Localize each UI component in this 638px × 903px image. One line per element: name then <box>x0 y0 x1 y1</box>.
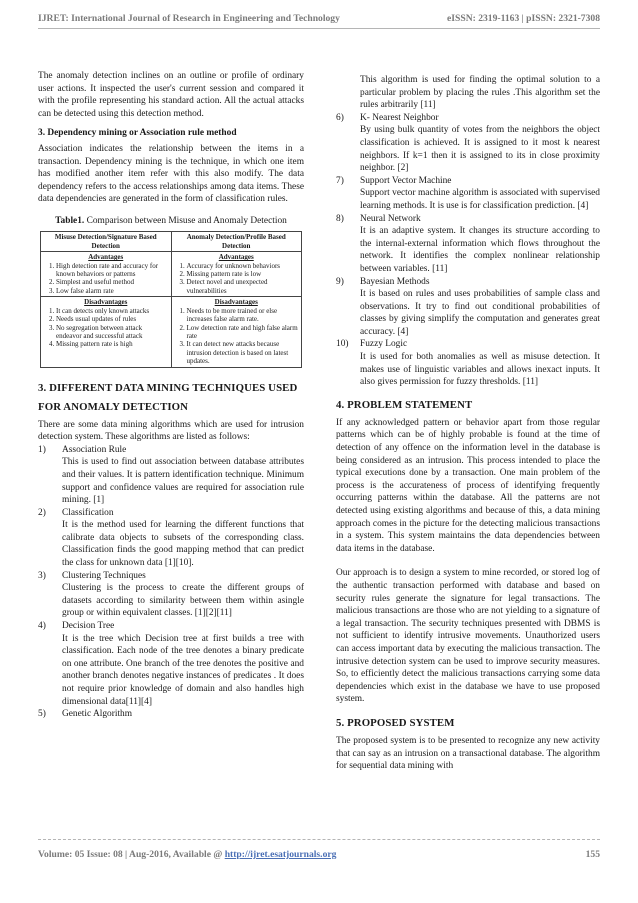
section-4-title: 4. PROBLEM STATEMENT <box>336 398 473 411</box>
method-item <box>336 175 600 213</box>
table-list-item: 1. High detection rate and accuracy for known behaviors or patterns <box>56 262 168 279</box>
table-caption-text: Comparison between Misuse and Anomaly Detection <box>86 215 287 226</box>
method-description: It is the tree which Decision tree at first builds a tree with classification. Each node of the tree denotes a binary predicate on one attribute. One branch of the tree denotes the positive and another branch denotes negative instances of predicates . It does not require prior knowledge of domain and also handles high dimensional data[11][4] <box>62 633 304 707</box>
table-header-misuse: Misuse Detection/Signature Based Detection <box>41 232 172 252</box>
problem-paragraph-1: If any acknowledged pattern or behavior apart from those regular patterns which can be of highly probable is found at the time of detection of any offence on the information level in the database is being considered as an intrusion. This process intended to place the typical executions done by a transaction. One main problem of the process is the accurateness of process of identifying frequently occurring patterns within the database. All the patterns are not detected using existing algorithms and because of this, a data mining approach comes in the picture for the detecting malicious transactions in a system. This system maintains the data dependencies between data items in the database. <box>336 417 600 554</box>
method-number: 1) <box>38 444 46 455</box>
method-title: Bayesian Methods <box>360 276 430 287</box>
header-rule <box>38 28 600 29</box>
method-number: 8) <box>336 213 344 224</box>
method-item <box>336 213 600 276</box>
footer-volume <box>38 849 336 860</box>
method-item <box>38 620 304 708</box>
method-description: Clustering is the process to create the different groups of datasets according to similarity between them within asingle group or within equivalent classes. [1][2][11] <box>62 583 304 619</box>
disadvantages-label: Disadvantages <box>214 298 258 307</box>
methods-list-right <box>336 112 600 389</box>
misuse-advantages-cell <box>41 252 172 297</box>
subheading-dependency-mining: 3. Dependency mining or Association rule method <box>38 128 237 139</box>
journal-title: IJRET: International Journal of Research in Engineering and Technology <box>38 13 340 24</box>
misuse-disadvantages-cell <box>41 297 172 367</box>
method-item <box>336 112 600 175</box>
method-item <box>336 338 600 388</box>
method-title: K- Nearest Neighbor <box>360 112 439 123</box>
misuse-disadvantages-list <box>44 307 168 349</box>
table-header-anomaly: Anomaly Detection/Profile Based Detection <box>171 232 302 252</box>
method-number: 6) <box>336 112 344 123</box>
table-list-item: 3. No segregation between attack endeavor and successful attack <box>56 324 168 341</box>
method-number: 5) <box>38 709 46 720</box>
table-list-item: 4. Missing pattern rate is high <box>56 340 168 348</box>
section-3-title: 3. DIFFERENT DATA MINING TECHNIQUES USED FOR ANOMALY DETECTION <box>38 381 298 413</box>
anomaly-disadvantages-cell <box>171 297 302 367</box>
method-item <box>38 570 304 620</box>
table-list-item: 1. It can detects only known attacks <box>56 307 168 315</box>
method-title: Clustering Techniques <box>62 570 146 581</box>
dependency-paragraph: Association indicates the relationship between the items in a transaction. Dependency mining is the technique, in which one item has modified another item refer with this also modify. The data dependency refers to the access relationships among data items. These data dependencies are generated in the form of classification rules. <box>38 143 304 205</box>
table-caption <box>38 216 304 228</box>
misuse-advantages-list <box>44 262 168 296</box>
anomaly-advantages-cell <box>171 252 302 297</box>
genetic-algorithm-desc: This algorithm is used for finding the optimal solution to a particular problem by placing the rules .This algorithm set the rules arbitrarily [11] <box>360 75 600 111</box>
section-3-intro: There are some data mining algorithms which are used for intrusion detection system. These algorithms are listed as follows: <box>38 419 304 443</box>
table-caption-label: Table1. <box>55 215 85 226</box>
right-column <box>336 74 600 773</box>
page-header <box>38 13 600 27</box>
anomaly-disadvantages-list <box>175 307 299 366</box>
method-number: 2) <box>38 507 46 518</box>
method-description: This is used to find out association between database attributes and their values. It is pattern identification technique. Minimum support and confidence values are required for association rule mining. [1] <box>62 457 304 506</box>
anomaly-advantages-list <box>175 262 299 296</box>
proposed-paragraph: The proposed system is to be presented to recognize any new activity that can say as an intrusion on a transactional database. The algorithm for sequential data mining with <box>336 735 600 772</box>
method-item <box>38 708 304 721</box>
method-number: 3) <box>38 570 46 581</box>
advantages-label: Advantages <box>88 253 124 262</box>
method-description: It is based on rules and uses probabilities of sample class and observations. It try to find out conditional probabilities of classes by giving simplify the computation and generates great accuracy. [4] <box>360 289 600 337</box>
footer-rule <box>38 839 600 840</box>
method-number: 4) <box>38 621 46 632</box>
method-description: By using bulk quantity of votes from the neighbors the object classification is achieved. It is assigned to it most k nearest neighbors. If k=1 then it is assigned to its in close proximity neighbor. [2] <box>360 125 600 174</box>
footer-volume-text: Volume: 05 Issue: 08 | Aug-2016, Available @ <box>38 849 223 860</box>
issn: eISSN: 2319-1163 | pISSN: 2321-7308 <box>447 13 600 24</box>
page-footer <box>38 849 600 863</box>
comparison-table <box>40 231 302 367</box>
methods-list-left <box>38 444 304 721</box>
method-item <box>336 276 600 339</box>
journal-link[interactable]: http://ijret.esatjournals.org <box>224 849 337 860</box>
table-list-item: 1. Accuracy for unknown behaviors <box>187 262 299 270</box>
method-description: It is used for both anomalies as well as misuse detection. It makes use of linguistic variables and allows inexact inputs. It also gives permission for fuzzy thresholds. [11] <box>360 352 600 388</box>
page-number: 155 <box>585 849 600 860</box>
method-item <box>38 444 304 507</box>
advantages-label: Advantages <box>218 253 254 262</box>
method-title: Fuzzy Logic <box>360 339 408 350</box>
method-number: 10) <box>336 339 349 350</box>
method-number: 9) <box>336 276 344 287</box>
method-description: Support vector machine algorithm is associated with supervised learning methods. It is use is for classification prediction. [4] <box>360 188 600 211</box>
method-title: Association Rule <box>62 444 127 455</box>
table-list-item: 1. Needs to be more trained or else increases false alarm rate. <box>187 307 299 324</box>
table-list-item: 2. Missing pattern rate is low <box>187 270 299 278</box>
method-title: Genetic Algorithm <box>62 709 133 720</box>
method-title: Support Vector Machine <box>360 175 452 186</box>
method-number: 7) <box>336 175 344 186</box>
method-item <box>38 507 304 570</box>
section-5-title: 5. PROPOSED SYSTEM <box>336 716 455 729</box>
method-description: It is the method used for learning the different functions that calibrate data objects to subsets of the corresponding class. Classification finds the good mapping method that can predict the class for unknown data [1][10]. <box>62 520 304 569</box>
method-description: It is an adaptive system. It changes its structure according to the internal-external information which flows throughout the network. It identifies the complex nonlinear relationship between variables. [11] <box>360 226 600 274</box>
disadvantages-label: Disadvantages <box>84 298 128 307</box>
method-title: Classification <box>62 507 114 518</box>
method-title: Neural Network <box>360 213 421 224</box>
table-list-item: 3. It can detect new attacks because intrusion detection is based on latest updates. <box>187 340 299 365</box>
table-list-item: 2. Simplest and useful method <box>56 278 168 286</box>
intro-paragraph: The anomaly detection inclines on an outline or profile of ordinary user actions. It inspected the user's current session and compared it with the profile representing his standard action. All the actual attacks can be detected using this detection method. <box>38 71 304 119</box>
table-list-item: 3. Detect novel and unexpected vulnerabilities <box>187 278 299 295</box>
problem-paragraph-2: Our approach is to design a system to mine recorded, or stored log of the authentic transaction performed with database and based on security rules generate the signature for legal transactions. The malicious transactions are those who are not yielding to a signature of a legal transaction. The security techniques presented with DBMS is not sufficient to identify intrusive movements. Unauthorized users can access important data by executing the malicious transaction. The intrusive detection system can be used to improve security measures. So, to efficiently detect the malicious transactions carrying some data dependencies which exist in the database we have to use proposed system. <box>336 568 600 705</box>
table-list-item: 3. Low false alarm rate <box>56 287 168 295</box>
table-list-item: 2. Needs usual updates of rules <box>56 315 168 323</box>
left-column <box>38 70 304 721</box>
method-title: Decision Tree <box>62 621 115 632</box>
table-list-item: 2. Low detection rate and high false alarm rate <box>187 324 299 341</box>
